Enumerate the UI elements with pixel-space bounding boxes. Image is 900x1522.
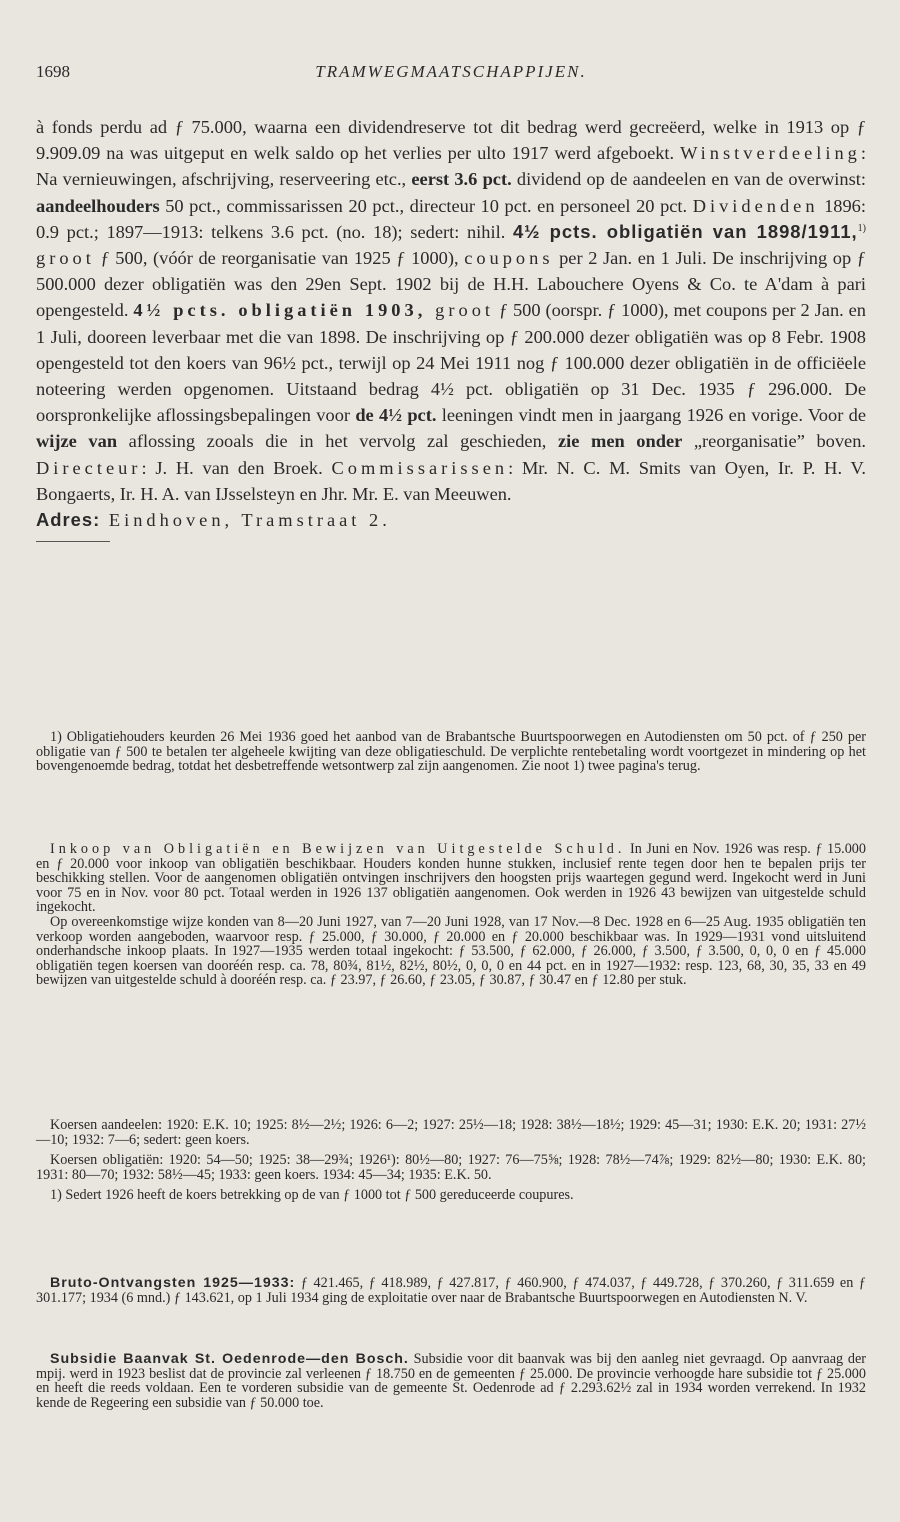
obligaties-heading: 4½ pcts. obligatiën van 1898/1911, — [512, 220, 858, 242]
leeningen-label: de 4½ pct. — [355, 405, 437, 426]
text-run: per 2 Jan. en 1 Juli. De inschrijving op ƒ 500.000 dezer obligatiën was den 29en Sept. 1902 bij de H.H. Labouchere Oyens & Co. te A'dam à pari opengesteld. — [36, 248, 866, 321]
text-run: : J. H. van den Broek. — [141, 457, 332, 478]
aandeelhouders-label: aandeelhouders — [36, 195, 160, 216]
bruto-section — [36, 1276, 866, 1305]
koersen-note: 1) Sedert 1926 heeft de koers betrekking op de van ƒ 1000 tot ƒ 500 gereduceerde coupures. — [50, 1187, 574, 1204]
text-run: dividend op de aandeelen en van de overwinst: — [511, 169, 866, 190]
page-header — [36, 62, 866, 88]
footnote-divider — [36, 541, 110, 542]
text-run: ƒ 500 (oorspr. ƒ 1000), met coupons per 2 Jan. en 1 Juli, dooreen leverbaar met die van 1898. De inschrijving op ƒ 200.000 dezer obligatiën was op 8 Febr. 1908 opengesteld tot den koers van 96½ pct., terwijl op 24 Mei 1911 nog ƒ 100.000 dezer obligatiën in de officiëele noteering werden opgenomen. Uitstaand bedrag 4½ pct. obligatiën op 31 Dec. 1935 ƒ 296.000. De oorspronkelijke aflossingsbepalingen voor — [36, 300, 866, 426]
text-run: aflossing zooals die in het vervolg zal geschieden, — [117, 431, 558, 452]
dividenden-label: Dividenden — [692, 195, 819, 216]
koersen-section — [36, 1118, 866, 1203]
footnote-block — [36, 730, 866, 774]
text-run: : Na vernieuwingen, afschrijving, reserveering etc., — [36, 143, 866, 190]
commissarissen-label: Commissarissen — [331, 457, 509, 478]
text-run: 50 pct., commissarissen 20 pct., directeur 10 pct. en personeel 20 pct. — [159, 195, 693, 216]
adres-value: Eindhoven, Tramstraat 2. — [100, 510, 391, 531]
subsidie-label: Subsidie Baanvak St. Oedenrode—den Bosch. — [50, 1351, 409, 1367]
bruto-label: Bruto-Ontvangsten 1925—1933: — [50, 1275, 296, 1291]
obligaties-1903-label: 4½ pcts. obligatiën 1903, — [133, 300, 427, 321]
directeur-label: Directeur — [36, 457, 142, 478]
zie-label: zie men onder — [557, 431, 683, 452]
wijze-label: wijze van — [36, 431, 118, 452]
footnote-marker: 1) — [857, 222, 866, 234]
inkoop-paragraph-2: Op overeenkomstige wijze konden van 8—20 Juni 1927, van 7—20 Juni 1928, van 17 Nov.—8 Dec. 1928 en 6—25 Aug. 1935 obligatiën ten verkoop worden aangeboden, waarvoor resp. ƒ 25.000, ƒ 30.000, ƒ 20.000 en ƒ 20.000 beschikbaar was. In 1929—1931 vond uitsluitend onderhandsche inkoop plaats. In 1927—1935 werden totaal ingekocht: ƒ 53.500, ƒ 62.000, ƒ 26.000, ƒ 3.500, ƒ 3.500, 0, 0, 0 en ƒ 45.000 obligatiën tegen koersen van dooréén resp. ca. 78, 80¾, 81½, 82½, 80½, 0, 0, 0 en 44 pct. en in 1927—1932: resp. 123, 68, 30, 35, 33 en 49 bewijzen van uitgestelde schuld à dooréén resp. ca. ƒ 23.97, ƒ 26.60, ƒ 23.05, ƒ 30.87, ƒ 30.47 en ƒ 12.80 per stuk. — [36, 913, 866, 989]
text-run: Subsidie voor dit baanvak was bij den aanleg niet gevraagd. Op aanvraag der mpij. werd in 1923 beslist dat de provincie zal verleenen ƒ 18.750 en de gemeenten ƒ 25.000. De provincie verhoogde hare subsidie tot ƒ 25.000 en heeft die reeds voldaan. Een te vorderen subsidie van de gemeente St. Oedenrode ad ƒ 2.293.62½ zal in 1934 worden verrekend. In 1932 kende de Regeering een subsidie van ƒ 50.000 toe. — [36, 1351, 866, 1411]
running-title: TRAMWEGMAATSCHAPPIJEN. — [315, 62, 587, 81]
text-run: leeningen vindt men in jaargang 1926 en vorige. Voor de — [436, 405, 866, 426]
text-run: ƒ 500, (vóór de reorganisatie van 1925 ƒ 1000), — [94, 248, 465, 269]
adres-line — [36, 507, 866, 533]
subsidie-paragraph — [36, 1352, 866, 1410]
adres-label: Adres: — [36, 509, 101, 531]
inkoop-heading: Inkoop van Obligatiën en Bewijzen van Uitgestelde Schuld. — [50, 841, 626, 857]
text-run: „reorganisatie” boven. — [682, 431, 866, 452]
inkoop-paragraph-1 — [36, 842, 866, 915]
groot-label: groot — [36, 248, 95, 269]
footnote-1: 1) Obligatiehouders keurden 26 Mei 1936 goed het aanbod van de Brabantsche Buurtspoorwegen en Autodiensten om 50 pct. of ƒ 250 per obligatie van ƒ 500 te betalen ter algeheele kwijting van deze obligatieschuld. De verplichte rentebetaling wordt voortgezet in mindering op het bovengenoemde bedrag, totdat het desbetreffende wetsontwerp zal zijn aangenomen. Zie noot 1) twee pagina's terug. — [36, 729, 866, 775]
text-run: ƒ 421.465, ƒ 418.989, ƒ 427.817, ƒ 460.900, ƒ 474.037, ƒ 449.728, ƒ 370.260, ƒ 311.659 en ƒ 301.177; 1934 (6 mnd.) ƒ 143.621, op 1 Juli 1934 ging de exploitatie over naar de Brabantsche Buurtspoorwegen en Autodiensten N. V. — [36, 1275, 866, 1306]
groot-label: groot — [426, 300, 495, 321]
main-text — [36, 114, 866, 542]
text-run: In Juni en Nov. 1926 was resp. ƒ 15.000 en ƒ 20.000 voor inkoop van obligatiën beschikbaar. Houders konden hunne stukken, inclusief rente tegen door hen te bepalen prijs ter beschikking stellen. Voor de aangenomen obligatiën ontvingen inschrijvers den hoogsten prijs waartegen gegund werd. Ingekocht werd in Juni voor 75 en in Nov. voor 80 pct. Totaal werden in 1926 137 obligatiën aangenomen. Ook werden in 1926 43 bewijzen van uitgestelde schuld ingekocht. — [36, 841, 866, 916]
koersen-aandeelen: Koersen aandeelen: 1920: E.K. 10; 1925: 8½—2½; 1926: 6—2; 1927: 25½—18; 1928: 38½—18½; 1929: 45—31; 1930: E.K. 20; 1931: 27½—10; 1932: 7—6; sedert: geen koers. — [36, 1117, 866, 1148]
page-number: 1698 — [36, 62, 70, 81]
bruto-paragraph — [36, 1276, 866, 1305]
winstverdeeling-label: Winstverdeeling — [680, 143, 861, 164]
inkoop-section — [36, 842, 866, 988]
coupons-label: coupons — [464, 248, 554, 269]
eerst-label: eerst 3.6 pct. — [411, 169, 512, 190]
text-run: : Mr. N. C. M. Smits van Oyen, Ir. P. H. V. Bongaerts, Ir. H. A. van IJsselsteyn en Jhr. Mr. E. van Meeuwen. — [36, 457, 867, 504]
main-paragraph — [36, 114, 866, 507]
subsidie-section — [36, 1352, 866, 1410]
koersen-obligatien: Koersen obligatiën: 1920: 54—50; 1925: 38—29¾; 1926¹): 80½—80; 1927: 76—75⅝; 1928: 78½—74⅞; 1929: 82½—80; 1930: E.K. 80; 1931: 80—70; 1932: 58½—45; 1933: geen koers. 1934: 45—34; 1935: E.K. 50. — [36, 1152, 866, 1183]
text-run: à fonds perdu ad ƒ 75.000, waarna een dividendreserve tot dit bedrag werd gecreëerd, welke in 1913 op ƒ 9.909.09 na was uitgeput en welk saldo op het verlies per ulto 1917 werd afgeboekt. — [36, 117, 866, 164]
text-run: 1896: 0.9 pct.; 1897—1913: telkens 3.6 pct. (no. 18); sedert: nihil. — [36, 195, 866, 242]
